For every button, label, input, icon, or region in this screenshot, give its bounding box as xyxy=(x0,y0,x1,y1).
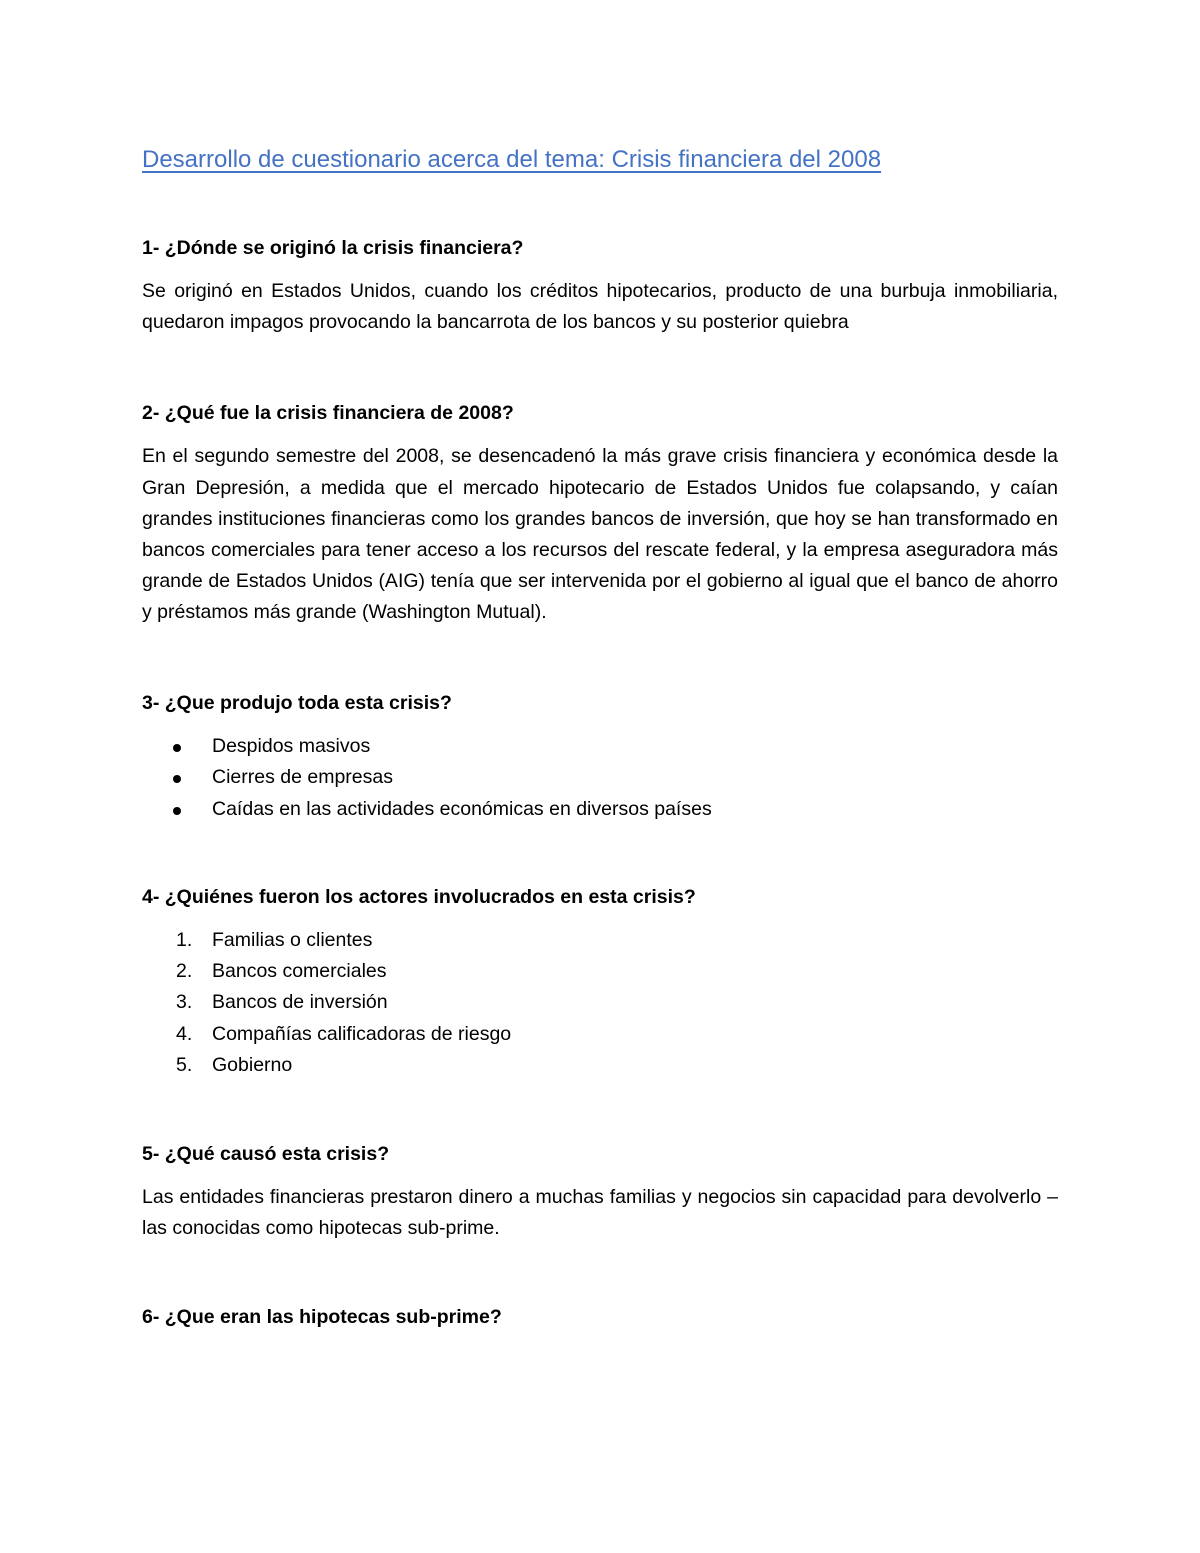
question-section-6 xyxy=(142,1302,1058,1332)
list-item xyxy=(142,731,1058,763)
list-number: 2. xyxy=(176,960,193,983)
bullet-icon xyxy=(173,775,181,783)
question-heading: 5- ¿Qué causó esta crisis? xyxy=(142,1143,390,1166)
answer-paragraph: En el segundo semestre del 2008, se desencadenó la más grave crisis financiera y económica desde la Gran Depresión, a medida que el mercado hipotecario de Estados Unidos fue colapsando, y caían grandes instituciones financieras como los grandes bancos de inversión, que hoy se han transformado en bancos comerciales para tener acceso a los recursos del rescate federal, y la empresa aseguradora más grande de Estados Unidos (AIG) tenía que ser intervenida por el gobierno al igual que el banco de ahorro y préstamos más grande (Washington Mutual). xyxy=(142,445,1058,624)
question-heading: 1- ¿Dónde se originó la crisis financiera? xyxy=(142,237,524,259)
bullet-list xyxy=(142,731,1058,826)
question-heading: 4- ¿Quiénes fueron los actores involucrados en esta crisis? xyxy=(142,886,696,909)
list-item-text: Bancos de inversión xyxy=(212,991,388,1014)
list-item-text: Caídas en las actividades económicas en diversos países xyxy=(212,798,712,821)
answer-paragraph: Se originó en Estados Unidos, cuando los créditos hipotecarios, producto de una burbuja inmobiliaria, quedaron impagos provocando la bancarrota de los bancos y su posterior quiebra xyxy=(142,280,1058,334)
question-heading: 2- ¿Qué fue la crisis financiera de 2008? xyxy=(142,402,514,425)
question-section-4 xyxy=(142,882,1058,1081)
list-item-text: Familias o clientes xyxy=(212,929,373,952)
list-item xyxy=(142,987,1058,1018)
list-number: 3. xyxy=(176,991,193,1014)
list-item-text: Gobierno xyxy=(212,1053,293,1076)
document-content xyxy=(142,143,1058,1392)
list-item-text: Compañías calificadoras de riesgo xyxy=(212,1022,512,1045)
bullet-icon xyxy=(173,744,181,752)
list-item-text: Despidos masivos xyxy=(212,734,371,757)
list-item xyxy=(142,1019,1058,1050)
list-item-text: Cierres de empresas xyxy=(212,766,393,789)
answer-paragraph: Las entidades financieras prestaron dinero a muchas familias y negocios sin capacidad para devolverlo – las conocidas como hipotecas sub-prime. xyxy=(142,1186,1058,1240)
list-item xyxy=(142,762,1058,794)
question-section-3 xyxy=(142,688,1058,826)
list-number: 1. xyxy=(176,929,193,952)
document-title: Desarrollo de cuestionario acerca del tema: Crisis financiera del 2008 xyxy=(142,146,882,173)
question-heading: 3- ¿Que produjo toda esta crisis? xyxy=(142,691,452,714)
numbered-list xyxy=(142,925,1058,1081)
list-number: 4. xyxy=(176,1022,193,1045)
list-item xyxy=(142,956,1058,987)
question-section-1 xyxy=(142,233,1058,338)
list-number: 5. xyxy=(176,1053,193,1076)
list-item-text: Bancos comerciales xyxy=(212,960,387,983)
question-heading: 6- ¿Que eran las hipotecas sub-prime? xyxy=(142,1306,502,1329)
list-item xyxy=(142,925,1058,956)
question-section-5 xyxy=(142,1139,1058,1244)
list-item xyxy=(142,1050,1058,1081)
list-item xyxy=(142,794,1058,826)
question-section-2 xyxy=(142,398,1058,628)
bullet-icon xyxy=(173,807,181,815)
